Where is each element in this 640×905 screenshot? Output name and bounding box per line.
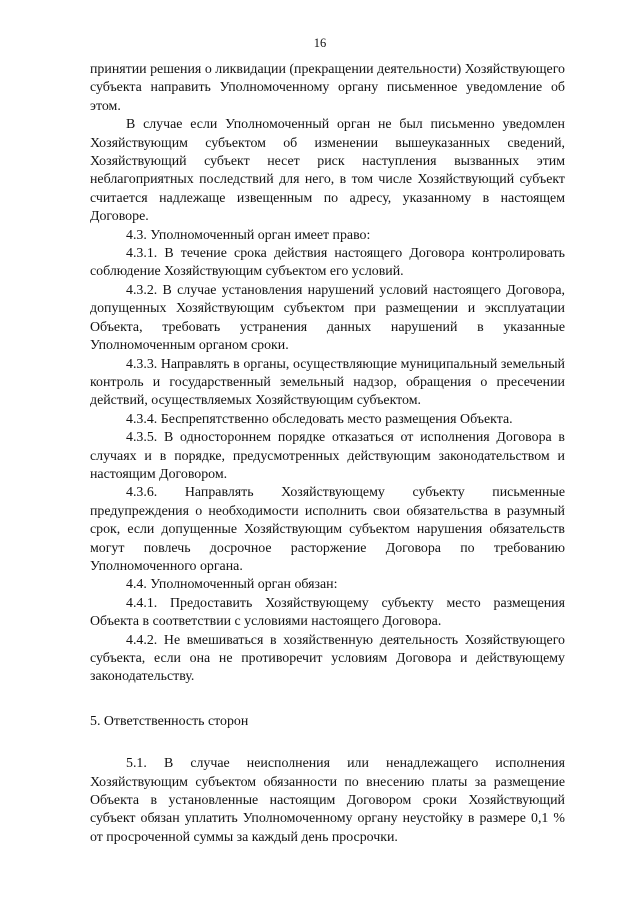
clause-4-3-2: 4.3.2. В случае установления нарушений условий настоящего Договора, допущенных Хозяйствующим субъектом при размещении и эксплуатации Объекта, требовать устранения данных нарушений в указанные Уполномоченным органом сроки. — [90, 282, 565, 354]
clause-4-3-1: 4.3.1. В течение срока действия настоящего Договора контролировать соблюдение Хозяйствующим субъектом его условий. — [90, 246, 565, 280]
clause-4-4-2: 4.4.2. Не вмешиваться в хозяйственную деятельность Хозяйствующего субъекта, если она не противоречит условиям Договора и действующему законодательству. — [90, 632, 565, 685]
paragraph-notice-risk: В случае если Уполномоченный орган не был письменно уведомлен Хозяйствующим субъектом об изменении вышеуказанных сведений, Хозяйствующий субъект несет риск наступления вызванных этим неблагоприятных последствий для него, в том числе Хозяйствующий субъект считается надлежаще извещенным по адресу, указанному в настоящем Договоре. — [90, 117, 565, 225]
page-number: 16 — [313, 36, 327, 50]
clause-4-4-1: 4.4.1. Предоставить Хозяйствующему субъекту место размещения Объекта в соответствии с условиями настоящего Договора. — [90, 595, 565, 630]
clause-4-3-heading: 4.3. Уполномоченный орган имеет право: — [126, 227, 371, 243]
paragraph-continuation: принятии решения о ликвидации (прекращении деятельности) Хозяйствующего субъекта направить Уполномоченному органу письменное уведомление об этом. — [90, 62, 565, 114]
clause-4-3-6: 4.3.6. Направлять Хозяйствующему субъекту письменные предупреждения о необходимости исполнить свои обязательства в разумный срок, если допущенные Хозяйствующим субъектом нарушения обязательств могут повлечь досрочное расторжение Договора по требованию Уполномоченного органа. — [90, 485, 565, 574]
document-body — [90, 61, 565, 847]
clause-4-3-5: 4.3.5. В одностороннем порядке отказаться от исполнения Договора в случаях и в порядке, предусмотренных действующим законодательством и настоящим Договором. — [90, 430, 565, 482]
clause-4-3-3: 4.3.3. Направлять в органы, осуществляющие муниципальный земельный контроль и государственный земельный надзор, обращения о пресечении действий, осуществляемых Хозяйствующим субъектом. — [90, 356, 565, 409]
clause-4-3-4: 4.3.4. Беспрепятственно обследовать место размещения Объекта. — [126, 411, 513, 427]
clause-5-1: 5.1. В случае неисполнения или ненадлежащего исполнения Хозяйствующим субъектом обязанности по внесению платы за размещение Объекта в установленные настоящим Договором сроки Хозяйствующий субъект обязан уплатить Уполномоченному органу неустойку в размере 0,1 % от просроченной суммы за каждый день просрочки. — [90, 756, 565, 845]
section-5-heading: 5. Ответственность сторон — [90, 713, 249, 729]
clause-4-4-heading: 4.4. Уполномоченный орган обязан: — [126, 577, 338, 593]
